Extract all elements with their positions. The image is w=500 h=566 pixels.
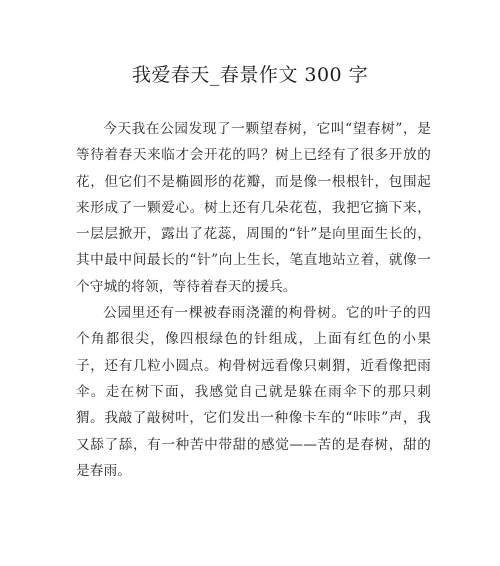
paragraph: 今天我在公园发现了一颗望春树，它叫“望春树”，是等待着春天来临才会开花的吗？树上已经有了很多开放的花，但它们不是椭圆形的花瓣，而是像一根根针，包围起来形成了一颗爱心。树上还有几朵花苞，我把它摘下来，一层层掀开，露出了花蕊，周围的“针”是向里面生长的，其中最中间最长的“针”向上生长，笔直地站立着，就像一个守城的将领，等待着春天的援兵。 xyxy=(76,121,431,295)
document-body xyxy=(76,116,431,484)
paragraph: 公园里还有一棵被春雨浇灌的枸骨树。它的叶子的四个角都很尖，像四根绿色的针组成，上面有红色的小果子，还有几粒小圆点。枸骨树远看像只刺猬，近看像把雨伞。走在树下面，我感觉自己就是躲在雨伞下的那只刺猬。我敲了敲树叶，它们发出一种像卡车的“咔咔”声，我又舔了舔，有一种苦中带甜的感觉——苦的是春树，甜的是春雨。 xyxy=(76,305,431,479)
document-title: 我爱春天_春景作文 300 字 xyxy=(131,64,369,86)
